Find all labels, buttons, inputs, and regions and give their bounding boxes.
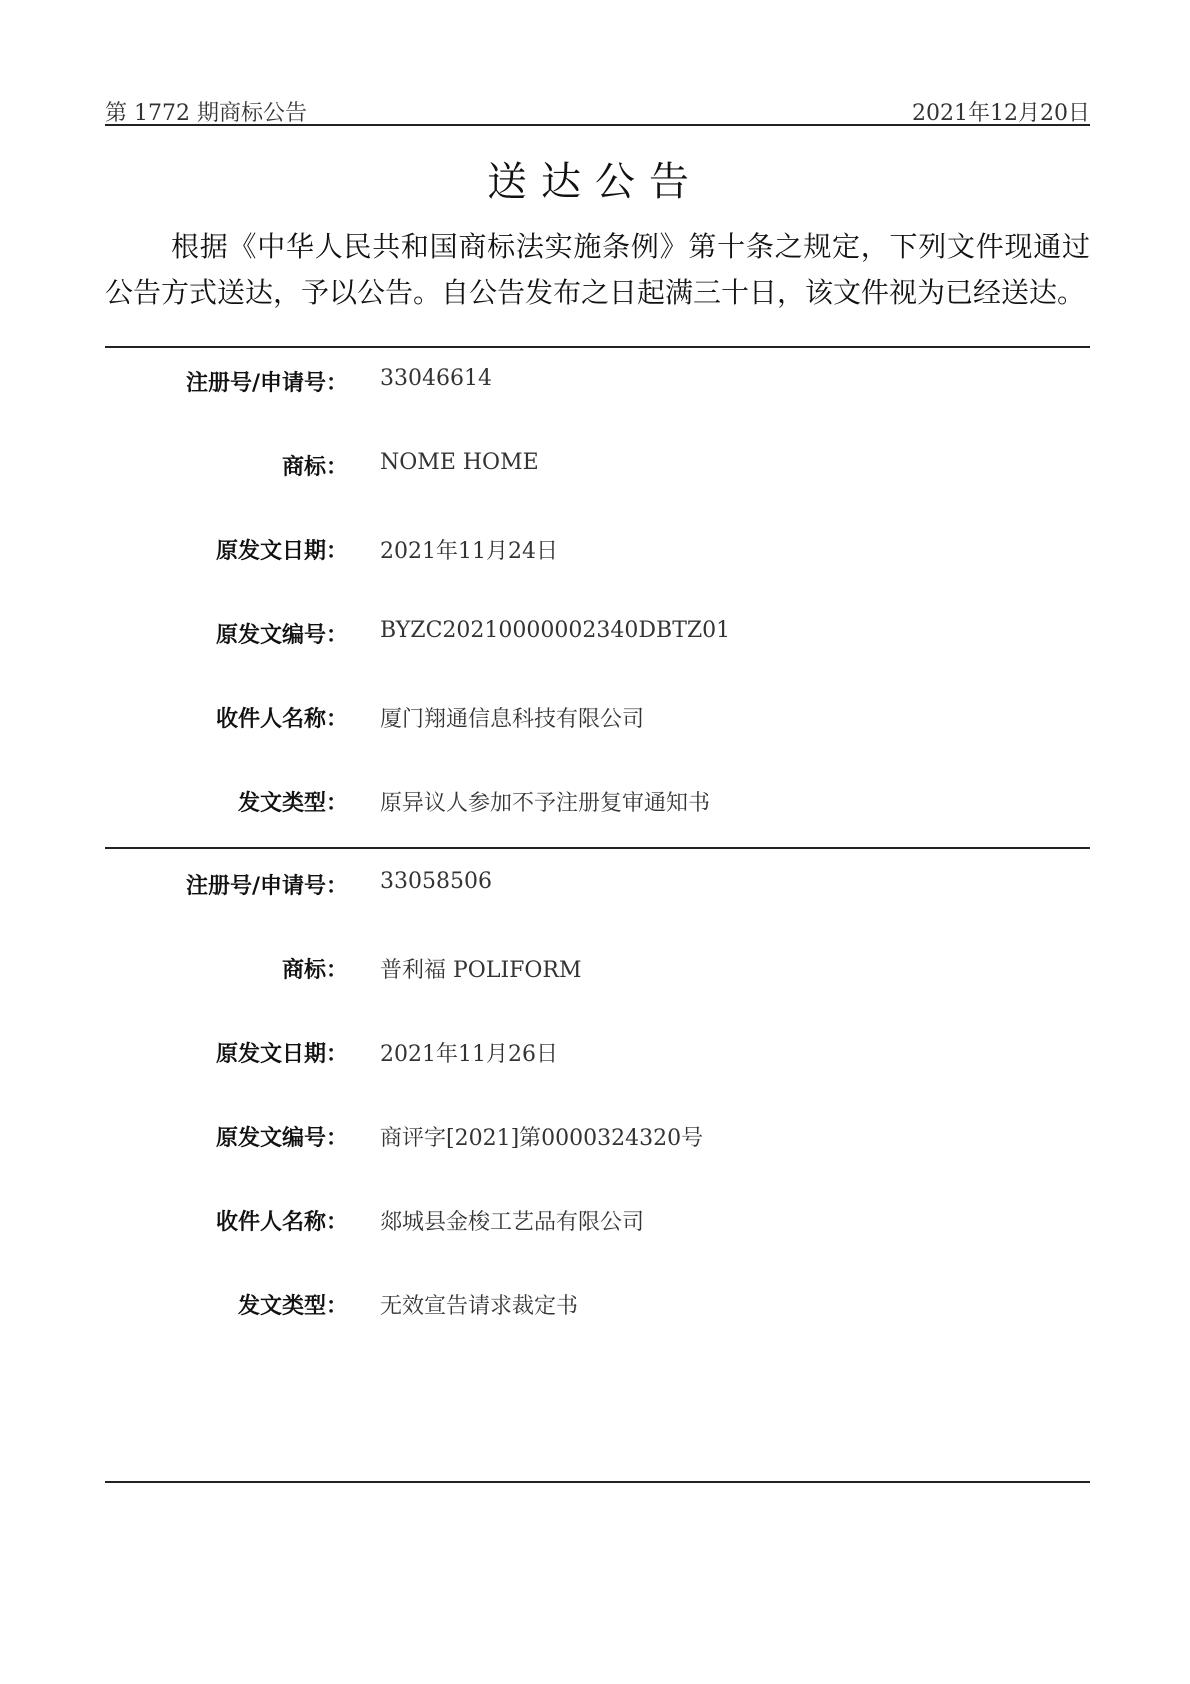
field-value: 厦门翔通信息科技有限公司: [380, 707, 645, 732]
field-value: BYZC20210000002340DBTZ01: [380, 618, 731, 643]
field-value: NOME HOME: [380, 450, 539, 475]
issue-number: 第 1772 期商标公告: [105, 101, 307, 126]
page-header: [105, 92, 1090, 124]
field-label: 商标：: [281, 455, 348, 480]
header-divider: [105, 124, 1090, 126]
field-original-date: [105, 1033, 1090, 1073]
field-value: 33058506: [380, 869, 492, 894]
field-value: 郯城县金梭工艺品有限公司: [380, 1210, 645, 1235]
field-label: 注册号/申请号：: [185, 371, 348, 396]
field-label: 发文类型：: [237, 1294, 348, 1319]
field-label: 商标：: [281, 958, 348, 983]
page-title: 送达公告: [487, 159, 703, 205]
field-trademark: [105, 949, 1090, 989]
field-value: 2021年11月24日: [380, 539, 558, 564]
field-original-number: [105, 614, 1090, 654]
field-label: 原发文日期：: [215, 1042, 348, 1067]
field-label: 原发文编号：: [215, 1126, 348, 1151]
field-document-type: [105, 1285, 1090, 1325]
record-divider: [105, 847, 1090, 849]
field-value: 2021年11月26日: [380, 1042, 558, 1067]
record-divider: [105, 346, 1090, 348]
field-label: 原发文编号：: [215, 623, 348, 648]
field-value: 无效宣告请求裁定书: [380, 1294, 579, 1319]
publication-date: 2021年12月20日: [912, 101, 1090, 126]
footer-divider: [105, 1481, 1090, 1483]
field-registration-number: [105, 362, 1090, 402]
field-label: 发文类型：: [237, 791, 348, 816]
intro-paragraph: 根据《中华人民共和国商标法实施条例》第十条之规定，下列文件现通过公告方式送达，予以公告。自公告发布之日起满三十日，该文件视为已经送达。: [105, 230, 1090, 309]
field-original-date: [105, 530, 1090, 570]
field-original-number: [105, 1117, 1090, 1157]
field-registration-number: [105, 865, 1090, 905]
field-value: 原异议人参加不予注册复审通知书: [380, 791, 711, 816]
field-document-type: [105, 782, 1090, 822]
field-label: 收件人名称：: [215, 1210, 348, 1235]
field-label: 收件人名称：: [215, 707, 348, 732]
field-label: 原发文日期：: [215, 539, 348, 564]
field-label: 注册号/申请号：: [185, 874, 348, 899]
field-trademark: [105, 446, 1090, 486]
field-value: 33046614: [380, 366, 492, 391]
field-recipient: [105, 698, 1090, 738]
field-recipient: [105, 1201, 1090, 1241]
field-value: 普利福 POLIFORM: [380, 958, 582, 983]
field-value: 商评字[2021]第0000324320号: [380, 1126, 704, 1151]
